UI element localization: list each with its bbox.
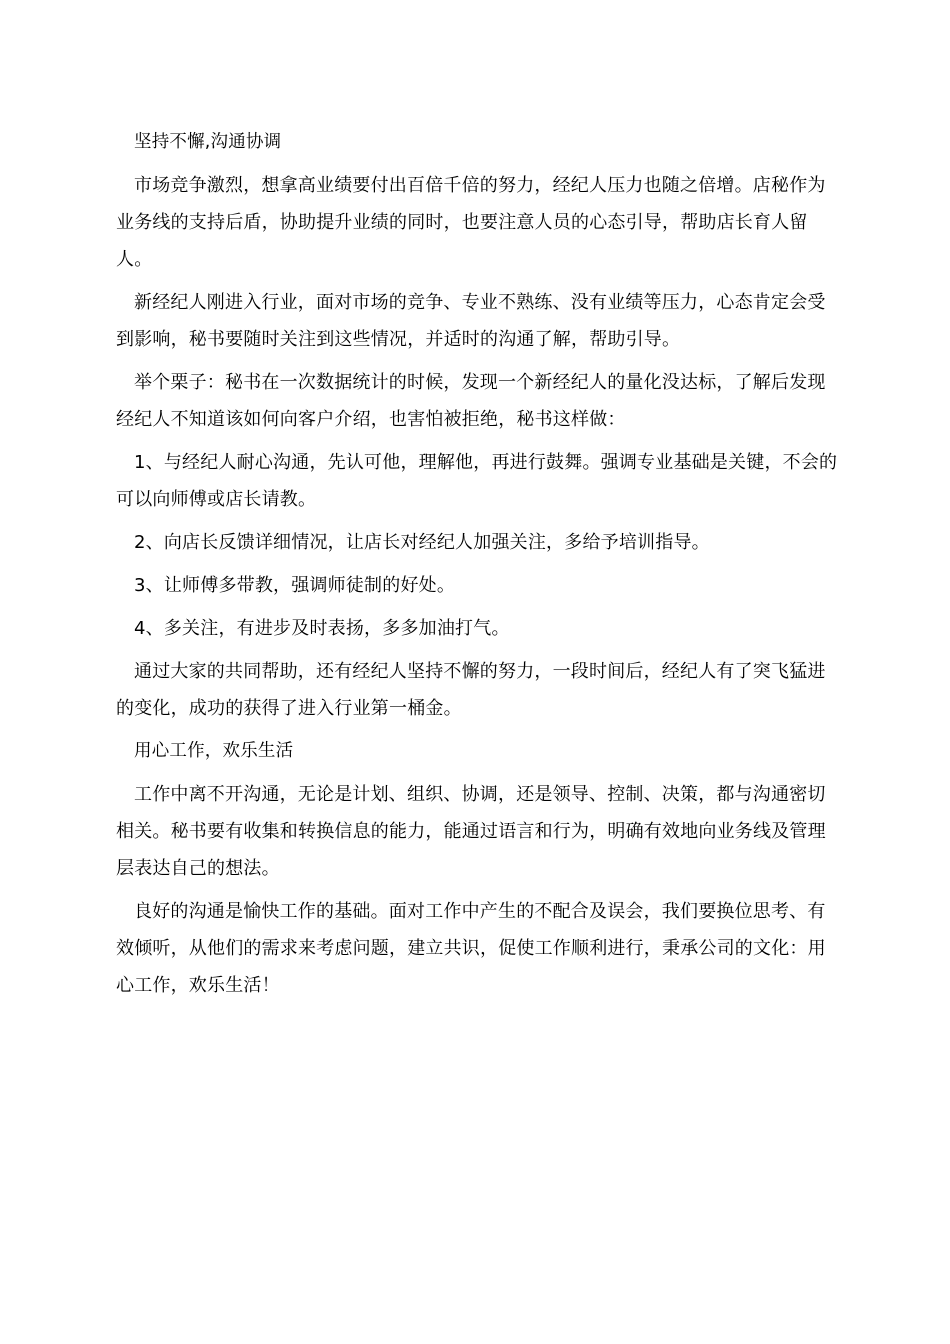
paragraph-example: 举个栗子：秘书在一次数据统计的时候，发现一个新经纪人的量化没达标，了解后发现经纪人不知道该如何向客户介绍，也害怕被拒绝，秘书这样做： bbox=[116, 372, 826, 430]
paragraph-communication: 工作中离不开沟通，无论是计划、组织、协调，还是领导、控制、决策，都与沟通密切相关。秘书要有收集和转换信息的能力，能通过语言和行为，明确有效地向业务线及管理层表达自己的想法。 bbox=[116, 784, 826, 879]
list-item-3: 3、让师傅多带教，强调师徒制的好处。 bbox=[134, 575, 456, 596]
paragraph-good-communication: 良好的沟通是愉快工作的基础。面对工作中产生的不配合及误会，我们要换位思考、有效倾听，从他们的需求来考虑问题，建立共识，促使工作顺利进行，秉承公司的文化：用心工作，欢乐生活！ bbox=[116, 901, 826, 996]
section-heading-persistence: 坚持不懈,沟通协调 bbox=[134, 132, 282, 152]
document-body bbox=[116, 124, 840, 1010]
section-heading-happy-work: 用心工作，欢乐生活 bbox=[134, 741, 294, 761]
list-item-1: 1、与经纪人耐心沟通，先认可他，理解他，再进行鼓舞。强调专业基础是关键，不会的可以向师傅或店长请教。 bbox=[116, 452, 838, 510]
paragraph-result: 通过大家的共同帮助，还有经纪人坚持不懈的努力，一段时间后，经纪人有了突飞猛进的变化，成功的获得了进入行业第一桶金。 bbox=[116, 661, 826, 719]
list-item-4: 4、多关注，有进步及时表扬，多多加油打气。 bbox=[134, 618, 510, 639]
paragraph-new-agents: 新经纪人刚进入行业，面对市场的竞争、专业不熟练、没有业绩等压力，心态肯定会受到影响，秘书要随时关注到这些情况，并适时的沟通了解，帮助引导。 bbox=[116, 292, 826, 350]
paragraph-market-competition: 市场竞争激烈，想拿高业绩要付出百倍千倍的努力，经纪人压力也随之倍增。店秘作为业务线的支持后盾，协助提升业绩的同时，也要注意人员的心态引导，帮助店长育人留人。 bbox=[116, 175, 826, 270]
list-item-2: 2、向店长反馈详细情况，让店长对经纪人加强关注，多给予培训指导。 bbox=[134, 532, 710, 553]
